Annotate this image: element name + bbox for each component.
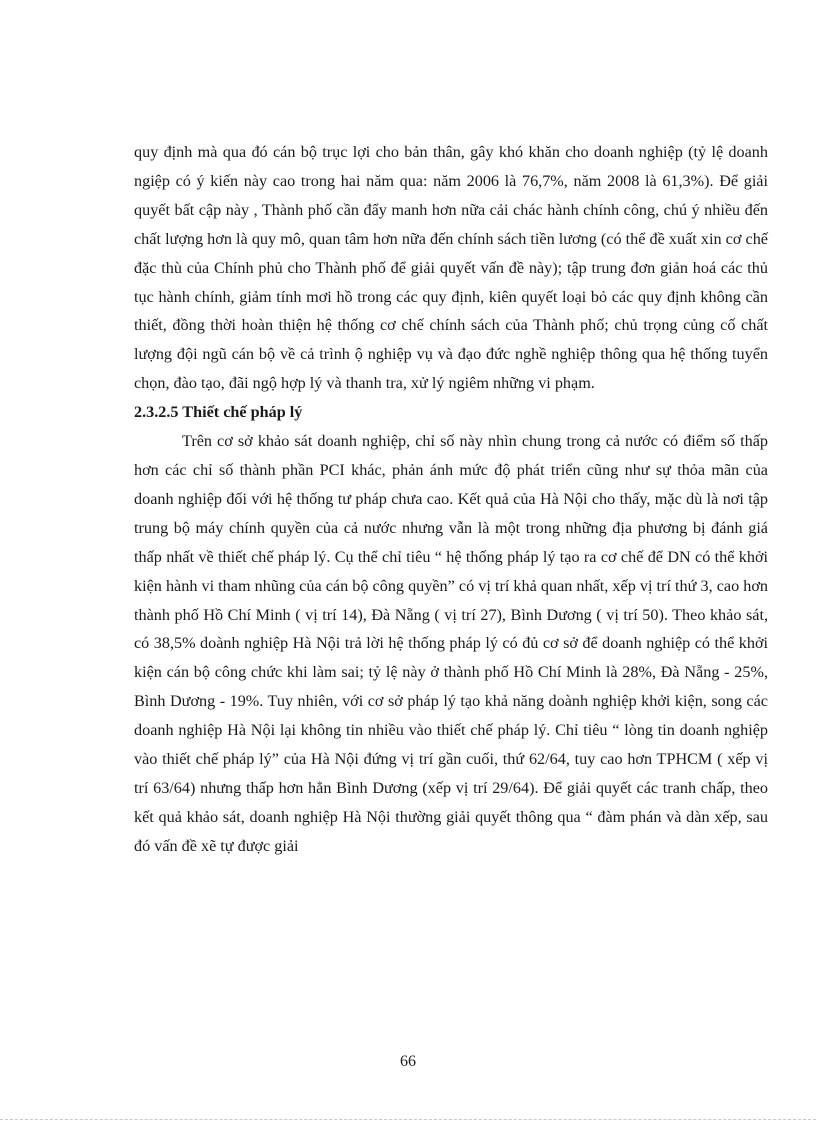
paragraph-legal-institutions: Trên cơ sở khảo sát doanh nghiệp, chỉ số này nhìn chung trong cả nước có điểm số thấp hơn các chỉ số thành phần PCI khác, phản ánh mức độ phát triển cũng như sự thỏa mãn của doanh nghiệp đối với hệ thống tư pháp chưa cao. Kết quả của Hà Nội cho thấy, mặc dù là nơi tập trung bộ máy chính quyền của cả nước nhưng vẫn là một trong những địa phương bị đánh giá thấp nhất về thiết chế pháp lý. Cụ thể chỉ tiêu “ hệ thống pháp lý tạo ra cơ chế để DN có thể khởi kiện hành vi tham nhũng của cán bộ công quyền” có vị trí khả quan nhất, xếp vị trí thứ 3, cao hơn thành phố Hồ Chí Minh ( vị trí 14), Đà Nẵng ( vị trí 27), Bình Dương ( vị trí 50). Theo khảo sát, có 38,5% doành nghiệp Hà Nội trả lời hệ thống pháp lý có đủ cơ sở để doanh nghiệp có thể khởi kiện cán bộ công chức khi làm sai; tỷ lệ này ở thành phố Hồ Chí Minh là 28%, Đà Nẵng - 25%, Bình Dương - 19%. Tuy nhiên, với cơ sở pháp lý tạo khả năng doành nghiệp khởi kiện, song các doanh nghiệp Hà Nội lại không tin nhiều vào thiết chế pháp lý. Chỉ tiêu “ lòng tin doanh nghiệp vào thiết chế pháp lý” của Hà Nội đứng vị trí gần cuối, thứ 62/64, tuy cao hơn TPHCM ( xếp vị trí 63/64) nhưng thấp hơn hẳn Bình Dương (xếp vị trí 29/64). Để giải quyết các tranh chấp, theo kết quả khảo sát, doanh nghiệp Hà Nội thường giải quyết thông qua “ đàm phán và dàn xếp, sau đó vấn đề xẽ tự được giải: [134, 432, 768, 855]
page-number: 66: [400, 1053, 416, 1070]
section-heading: 2.3.2.5 Thiết chế pháp lý: [134, 403, 303, 422]
page-body: [134, 138, 768, 861]
page-bottom-border: [0, 1119, 816, 1120]
paragraph-continued: quy định mà qua đó cán bộ trục lợi cho bản thân, gây khó khăn cho doanh nghiệp (tỷ lệ doanh ngiệp có ý kiến này cao trong hai năm qua: năm 2006 là 76,7%, năm 2008 là 61,3%). Để giải quyết bất cập này , Thành phố cần đẩy manh hơn nữa cải chác hành chính công, chú ý nhiều đến chất lượng hơn là quy mô, quan tâm hơn nữa đến chính sách tiền lương (có thể đề xuất xin cơ chế đặc thù của Chính phủ cho Thành phố để giải quyết vấn đề này); tập trung đơn giản hoá các thủ tục hành chính, giảm tính mơi hồ trong các quy định, kiên quyết loại bỏ các quy định không cần thiết, đồng thời hoàn thiện hệ thống cơ chế chính sách của Thành phố; chủ trọng củng cố chất lượng đội ngũ cán bộ về cả trình ộ nghiệp vụ và đạo đức nghề nghiệp thông qua hệ thống tuyển chọn, đào tạo, đãi ngộ hợp lý và thanh tra, xử lý ngiêm những vi phạm.: [134, 143, 768, 393]
